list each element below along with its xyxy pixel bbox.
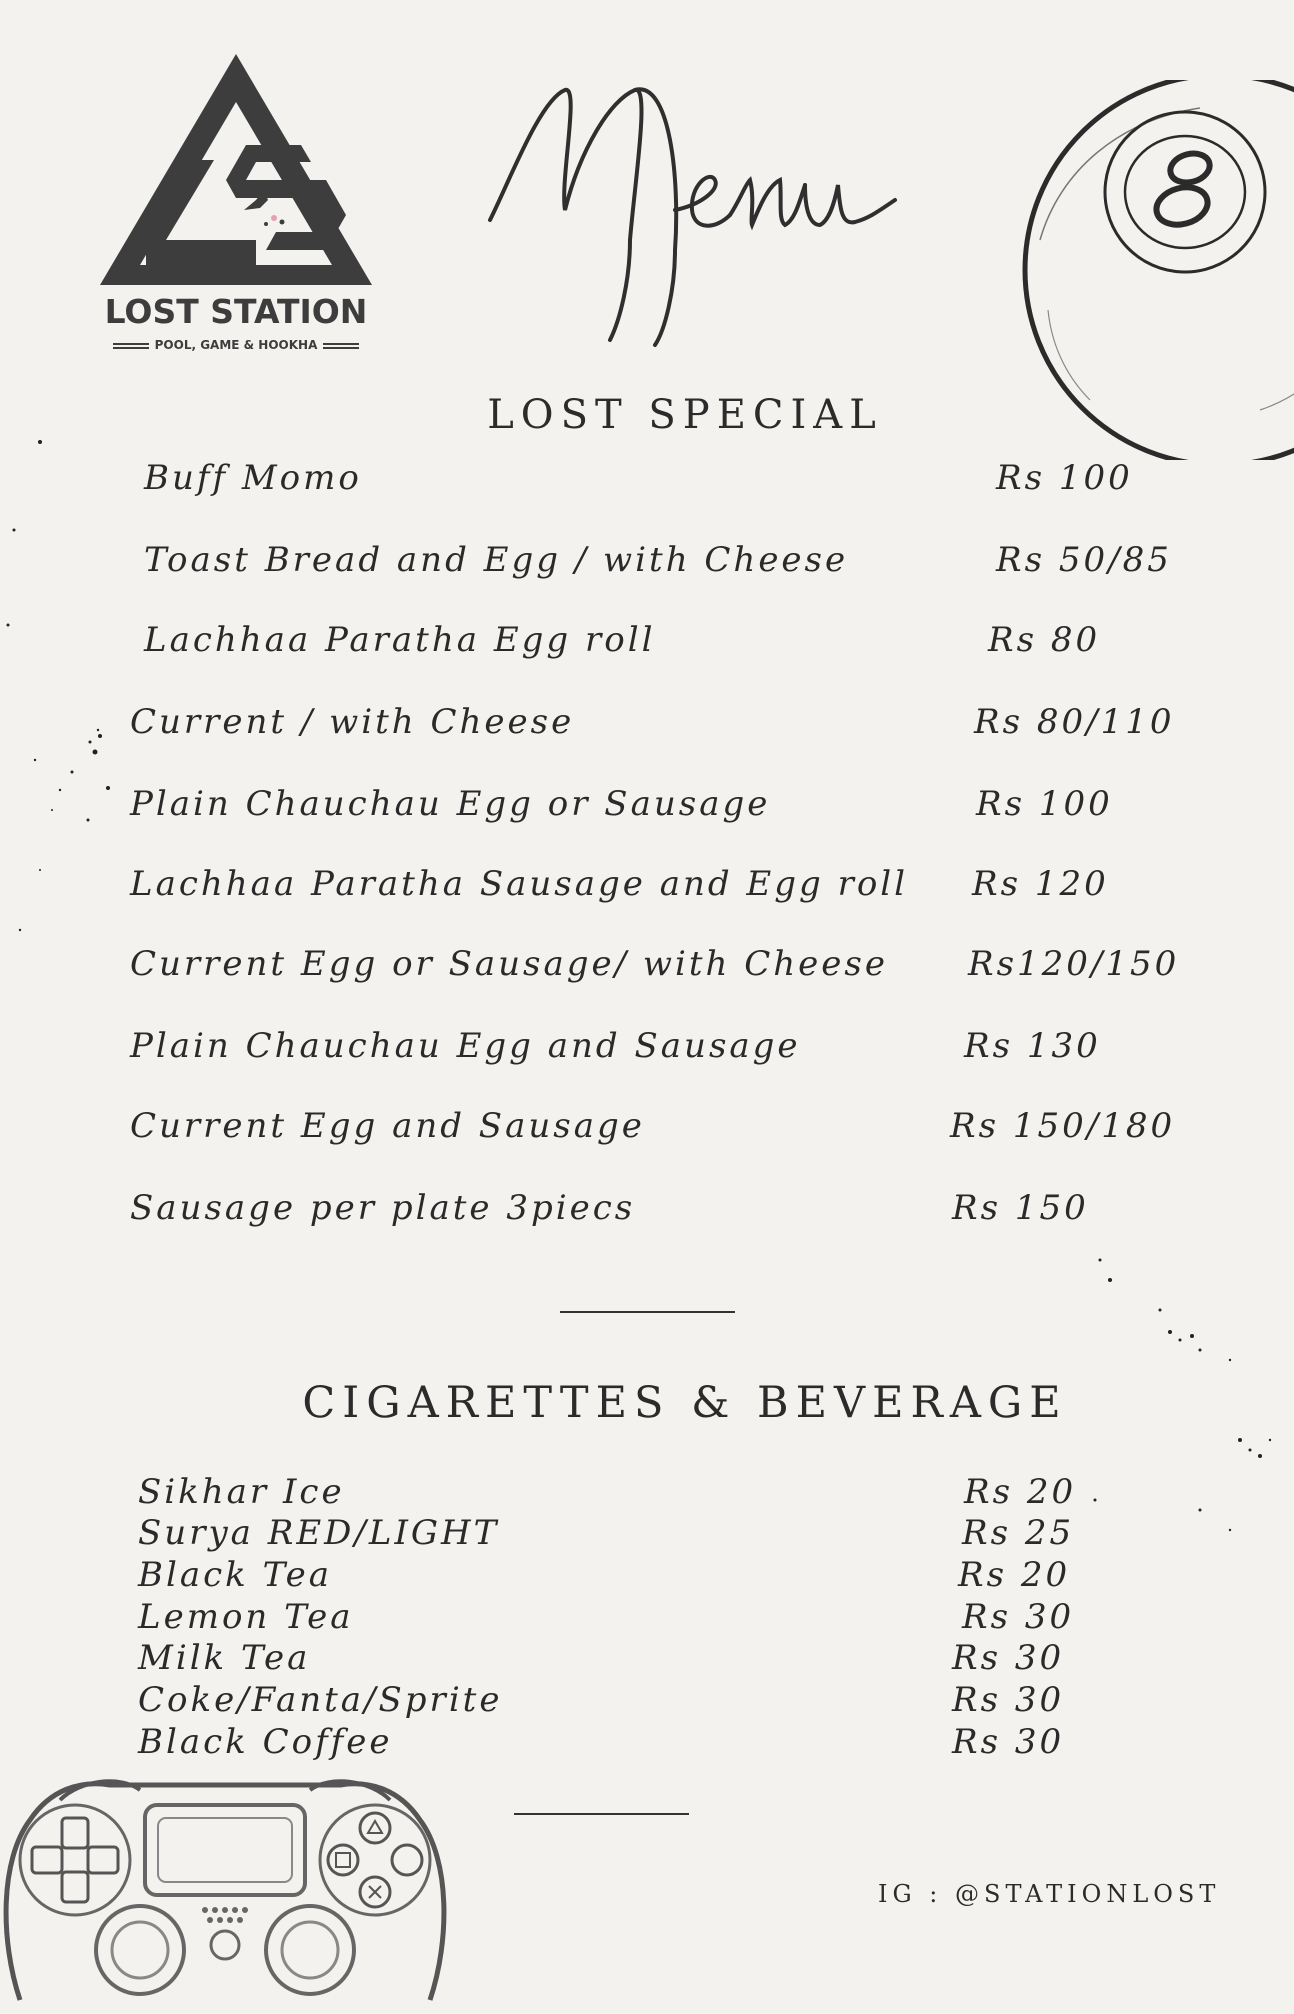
instagram-handle: IG : @STATIONLOST	[878, 1880, 1221, 1908]
lost-special-title: LOST SPECIAL	[487, 392, 883, 438]
menu-item-name: Current Egg and Sausage	[130, 1106, 645, 1146]
beverage-item-price: Rs 20	[958, 1555, 1071, 1595]
menu-item-name: Toast Bread and Egg / with Cheese	[144, 540, 849, 580]
beverage-item-name: Lemon Tea	[138, 1597, 354, 1637]
beverage-item-name: Sikhar Ice	[138, 1472, 345, 1512]
menu-item-name: Buff Momo	[144, 458, 362, 498]
menu-item-name: Current Egg or Sausage/ with Cheese	[130, 944, 888, 984]
logo-mark-icon	[96, 50, 376, 290]
menu-item-price: Rs 120	[972, 864, 1109, 904]
menu-item-price: Rs 150	[952, 1188, 1089, 1228]
beverage-item-price: Rs 30	[952, 1722, 1065, 1762]
menu-title	[470, 60, 940, 350]
beverage-item-price: Rs 30	[962, 1597, 1075, 1637]
divider	[560, 1311, 735, 1313]
menu-item-price: Rs 150/180	[950, 1106, 1176, 1146]
beverage-item-name: Coke/Fanta/Sprite	[138, 1680, 503, 1720]
beverage-item-price: Rs 25	[962, 1513, 1075, 1553]
game-controller-icon	[0, 1740, 460, 2010]
menu-item-price: Rs 80	[988, 620, 1101, 660]
beverage-item-name: Surya RED/LIGHT	[138, 1513, 500, 1553]
logo-name: LOST STATION	[104, 292, 368, 331]
logo-tagline-text: POOL, GAME & HOOKHA	[154, 338, 318, 352]
menu-item-name: Current / with Cheese	[130, 702, 575, 742]
menu-item-name: Plain Chauchau Egg and Sausage	[130, 1026, 801, 1066]
cigarettes-beverage-title: CIGARETTES & BEVERAGE	[302, 1378, 1068, 1428]
menu-item-price: Rs 100	[976, 784, 1113, 824]
ink-splatter-left-icon	[0, 400, 140, 1000]
logo-tagline	[96, 338, 376, 352]
beverage-item-name: Milk Tea	[138, 1638, 311, 1678]
beverage-item-name: Black Tea	[138, 1555, 333, 1595]
divider	[514, 1813, 689, 1815]
menu-item-name: Plain Chauchau Egg or Sausage	[130, 784, 771, 824]
beverage-item-price: Rs 20	[964, 1472, 1077, 1512]
menu-item-price: Rs120/150	[968, 944, 1180, 984]
beverage-item-price: Rs 30	[952, 1638, 1065, 1678]
menu-item-name: Lachhaa Paratha Egg roll	[144, 620, 656, 660]
menu-item-price: Rs 50/85	[996, 540, 1172, 580]
menu-item-name: Sausage per plate 3piecs	[130, 1188, 636, 1228]
menu-item-price: Rs 80/110	[974, 702, 1175, 742]
beverage-item-name: Black Coffee	[138, 1722, 393, 1762]
menu-item-price: Rs 100	[996, 458, 1133, 498]
menu-item-price: Rs 130	[964, 1026, 1101, 1066]
beverage-item-price: Rs 30	[952, 1680, 1065, 1720]
menu-item-name: Lachhaa Paratha Sausage and Egg roll	[130, 864, 909, 904]
menu-script-icon	[470, 60, 940, 350]
